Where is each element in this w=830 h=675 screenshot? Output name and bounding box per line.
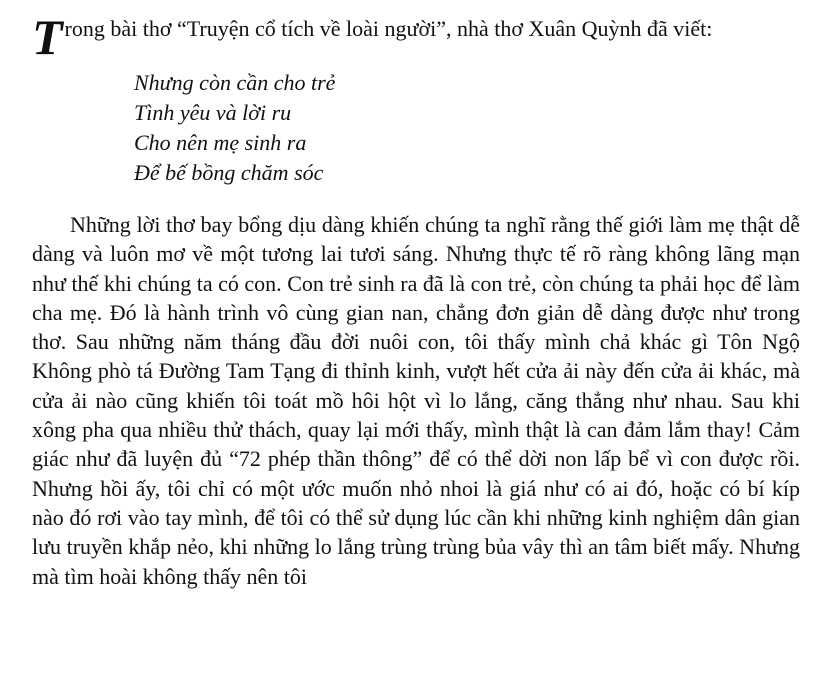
body-paragraph: Những lời thơ bay bổng dịu dàng khiến chúng ta nghĩ rằng thế giới làm mẹ thật dễ dàng và luôn mơ về một tương lai tươi sáng. Nhưng thực tế rõ ràng không lãng mạn như thế khi chúng ta có con. Con trẻ sinh ra đã là con trẻ, còn chúng ta phải học để làm cha mẹ. Đó là hành trình vô cùng gian nan, chẳng đơn giản dễ dàng được như trong thơ. Sau những năm tháng đầu đời nuôi con, tôi thấy mình chả khác gì Tôn Ngộ Không phò tá Đường Tam Tạng đi thỉnh kinh, vượt hết cửa ải này đến cửa ải khác, mà cửa ải nào cũng khiến tôi toát mồ hôi hột vì lo lắng, căng thẳng như nhau. Sau khi xông pha qua nhiều thử thách, quay lại mới thấy, mình thật là can đảm lắm thay! Cảm giác như đã luyện đủ “72 phép thần thông” để có thể dời non lấp bể vì con được rồi. Nhưng hồi ấy, tôi chỉ có một ước muốn nhỏ nhoi là giá như có ai đó, hoặc có bí kíp nào đó rơi vào tay mình, để tôi có thể sử dụng lúc cần khi những kinh nghiệm dân gian lưu truyền khắp nẻo, khi những lo lắng trùng trùng bủa vây thì an tâm biết mấy. Nhưng mà tìm hoài không thấy nên tôi	[32, 212, 800, 589]
poem-stanza	[134, 68, 800, 188]
drop-cap: T	[32, 9, 63, 65]
poem-line: Nhưng còn cần cho trẻ	[134, 70, 336, 95]
poem-line: Tình yêu và lời ru	[134, 100, 292, 125]
intro-text: rong bài thơ “Truyện cổ tích về loài người”, nhà thơ Xuân Quỳnh đã viết:	[64, 16, 713, 41]
poem-line: Để bế bồng chăm sóc	[134, 160, 324, 185]
poem-line: Cho nên mẹ sinh ra	[134, 130, 307, 155]
intro-paragraph	[32, 0, 800, 65]
